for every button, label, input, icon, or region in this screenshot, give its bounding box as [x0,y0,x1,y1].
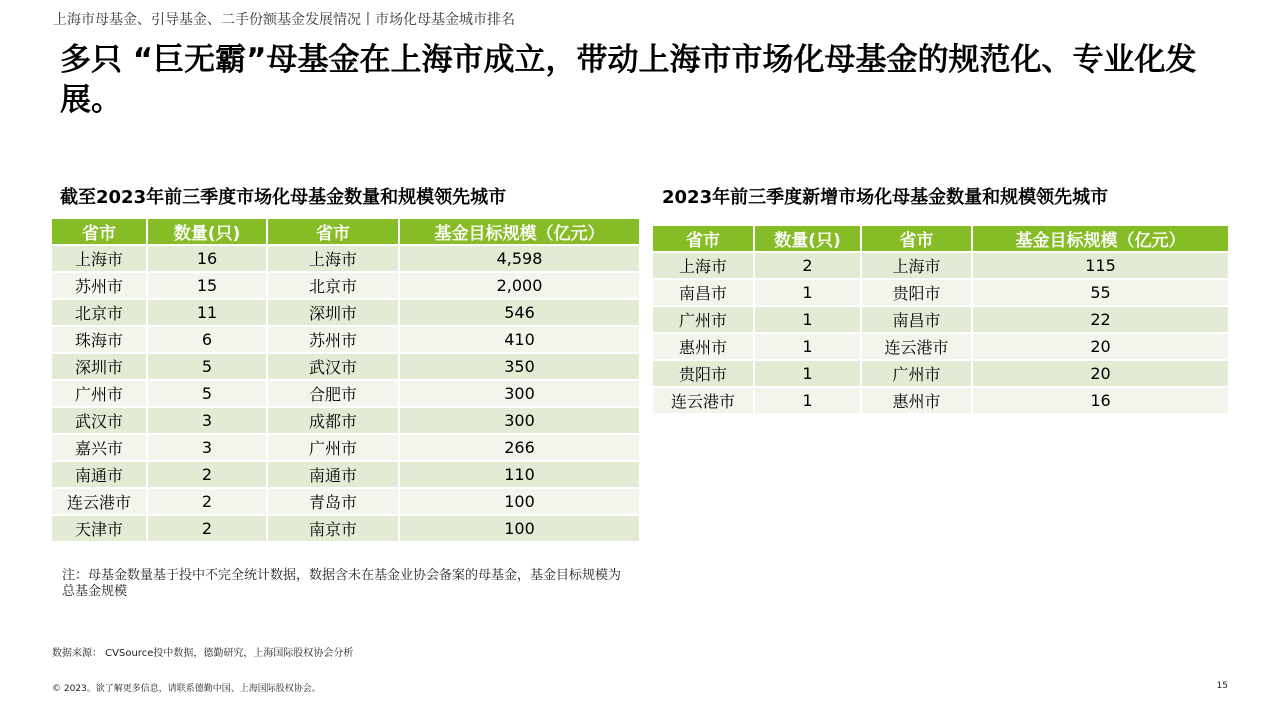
table-cell: 惠州市 [653,333,754,360]
table-cell: 上海市 [267,245,399,272]
table-cell: 贵阳市 [861,279,972,306]
table-cell: 合肥市 [267,380,399,407]
table-cell: 20 [972,333,1228,360]
table-cell: 2 [147,515,267,541]
column-header: 数量(只) [754,226,861,252]
table-cell: 连云港市 [653,387,754,413]
table-cell: 2 [754,252,861,279]
breadcrumb: 上海市母基金、引导基金、二手份额基金发展情况丨市场化母基金城市排名 [53,12,515,28]
table-cell: 3 [147,407,267,434]
table-cell: 1 [754,360,861,387]
page-title: 多只 “巨无霸”母基金在上海市成立，带动上海市市场化母基金的规范化、专业化发展。 [60,42,1197,118]
table-cell: 410 [399,326,639,353]
table-cell: 16 [972,387,1228,413]
table-cell: 苏州市 [52,272,147,299]
table-row [52,515,639,541]
column-header: 基金目标规模（亿元） [399,219,639,245]
table-cell: 300 [399,380,639,407]
table-cell: 深圳市 [52,353,147,380]
table-cell: 惠州市 [861,387,972,413]
table-cell: 6 [147,326,267,353]
table-row [52,245,639,272]
table-cell: 苏州市 [267,326,399,353]
table-cell: 22 [972,306,1228,333]
table-cell: 350 [399,353,639,380]
column-header: 省市 [267,219,399,245]
column-header: 省市 [52,219,147,245]
table-row [52,434,639,461]
table-cell: 上海市 [52,245,147,272]
table-row [52,407,639,434]
table-cell: 266 [399,434,639,461]
table-cell: 广州市 [653,306,754,333]
right-ranking-table [653,226,1228,413]
table-cell: 2,000 [399,272,639,299]
table-cell: 南京市 [267,515,399,541]
table-row [653,333,1228,360]
table-cell: 1 [754,306,861,333]
left-ranking-table [52,219,639,541]
column-header: 数量(只) [147,219,267,245]
table-cell: 贵阳市 [653,360,754,387]
table-cell: 上海市 [653,252,754,279]
table-row [52,380,639,407]
table-header-row [653,226,1228,252]
table-cell: 南通市 [267,461,399,488]
table-cell: 1 [754,333,861,360]
table-cell: 4,598 [399,245,639,272]
page-number: 15 [1216,681,1228,691]
table-cell: 武汉市 [267,353,399,380]
table-cell: 深圳市 [267,299,399,326]
table-cell: 1 [754,387,861,413]
table-cell: 武汉市 [52,407,147,434]
table-cell: 3 [147,434,267,461]
table-cell: 100 [399,515,639,541]
left-table-title: 截至2023年前三季度市场化母基金数量和规模领先城市 [60,187,507,208]
table-row [653,279,1228,306]
table-cell: 广州市 [861,360,972,387]
table-cell: 5 [147,353,267,380]
table-row [653,387,1228,413]
table-cell: 100 [399,488,639,515]
copyright: © 2023。欲了解更多信息，请联系德勤中国、上海国际股权协会。 [52,684,321,694]
table-cell: 南通市 [52,461,147,488]
table-row [52,488,639,515]
footnote: 注：母基金数量基于投中不完全统计数据，数据含未在基金业协会备案的母基金，基金目标规模为总基金规模 [62,568,622,599]
table-cell: 300 [399,407,639,434]
table-cell: 15 [147,272,267,299]
table-row [653,252,1228,279]
table-row [52,353,639,380]
table-cell: 连云港市 [861,333,972,360]
table-cell: 北京市 [52,299,147,326]
table-cell: 青岛市 [267,488,399,515]
table-cell: 南昌市 [861,306,972,333]
table-cell: 成都市 [267,407,399,434]
table-cell: 2 [147,461,267,488]
table-cell: 5 [147,380,267,407]
table-cell: 2 [147,488,267,515]
column-header: 省市 [653,226,754,252]
table-row [52,272,639,299]
data-source: 数据来源： CVSource投中数据，德勤研究，上海国际股权协会分析 [52,648,354,659]
table-row [52,326,639,353]
table-cell: 广州市 [267,434,399,461]
table-row [653,306,1228,333]
right-table-title: 2023年前三季度新增市场化母基金数量和规模领先城市 [662,187,1109,208]
table-header-row [52,219,639,245]
table-cell: 55 [972,279,1228,306]
table-cell: 连云港市 [52,488,147,515]
table-cell: 广州市 [52,380,147,407]
table-cell: 110 [399,461,639,488]
table-cell: 546 [399,299,639,326]
table-cell: 北京市 [267,272,399,299]
table-cell: 上海市 [861,252,972,279]
table-cell: 天津市 [52,515,147,541]
column-header: 省市 [861,226,972,252]
table-cell: 16 [147,245,267,272]
table-cell: 11 [147,299,267,326]
table-cell: 1 [754,279,861,306]
table-cell: 嘉兴市 [52,434,147,461]
table-cell: 20 [972,360,1228,387]
table-cell: 南昌市 [653,279,754,306]
table-row [52,461,639,488]
table-cell: 115 [972,252,1228,279]
column-header: 基金目标规模（亿元） [972,226,1228,252]
table-cell: 珠海市 [52,326,147,353]
table-row [653,360,1228,387]
table-row [52,299,639,326]
